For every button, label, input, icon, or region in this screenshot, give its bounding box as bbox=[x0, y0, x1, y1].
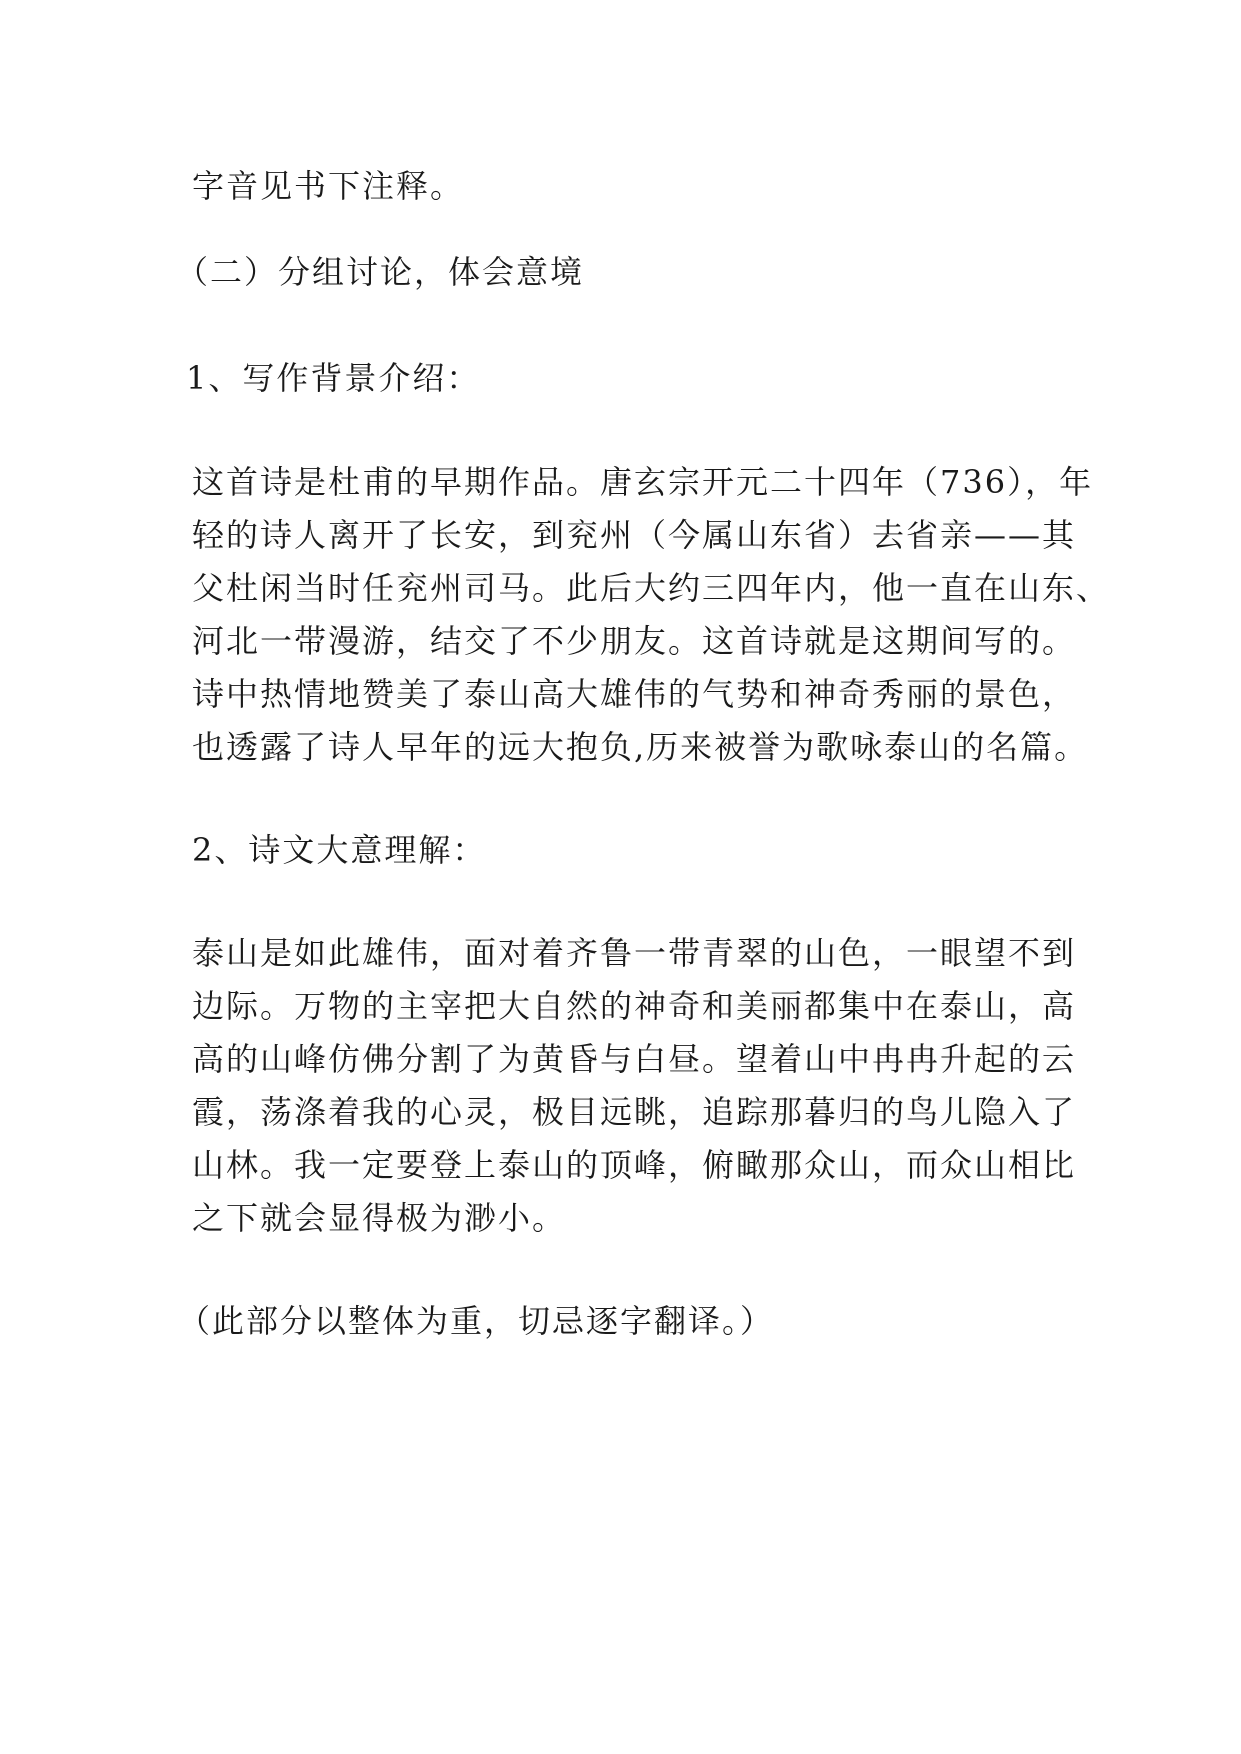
subsection-heading: 1、写作背景介绍： bbox=[186, 359, 481, 397]
subsection-heading: 2、诗文大意理解： bbox=[192, 831, 487, 869]
text-line: 字音见书下注释。 bbox=[192, 167, 465, 205]
paragraph-line: 也透露了诗人早年的远大抱负,历来被誉为歌咏泰山的名篇。 bbox=[192, 728, 1089, 766]
paragraph-line: 这首诗是杜甫的早期作品。唐玄宗开元二十四年（736），年 bbox=[192, 463, 1094, 501]
paragraph-line: 山林。我一定要登上泰山的顶峰，俯瞰那众山，而众山相比 bbox=[192, 1146, 1077, 1184]
section-heading: （二）分组讨论，体会意境 bbox=[176, 253, 585, 291]
paragraph-line: 霞，荡涤着我的心灵，极目远眺，追踪那暮归的鸟儿隐入了 bbox=[192, 1093, 1077, 1131]
paragraph-line: 河北一带漫游，结交了不少朋友。这首诗就是这期间写的。 bbox=[192, 622, 1077, 660]
note-text: （此部分以整体为重，切忌逐字翻译。） bbox=[178, 1302, 775, 1340]
paragraph-line: 轻的诗人离开了长安，到兖州（今属山东省）去省亲——其 bbox=[192, 516, 1077, 554]
paragraph-line: 边际。万物的主宰把大自然的神奇和美丽都集中在泰山，高 bbox=[192, 987, 1077, 1025]
paragraph-line: 诗中热情地赞美了泰山高大雄伟的气势和神奇秀丽的景色， bbox=[192, 675, 1077, 713]
paragraph-line: 之下就会显得极为渺小。 bbox=[192, 1199, 567, 1237]
paragraph-line: 高的山峰仿佛分割了为黄昏与白昼。望着山中冉冉升起的云 bbox=[192, 1040, 1077, 1078]
paragraph-line: 父杜闲当时任兖州司马。此后大约三四年内，他一直在山东、 bbox=[192, 569, 1111, 607]
paragraph-line: 泰山是如此雄伟，面对着齐鲁一带青翠的山色，一眼望不到 bbox=[192, 934, 1077, 972]
